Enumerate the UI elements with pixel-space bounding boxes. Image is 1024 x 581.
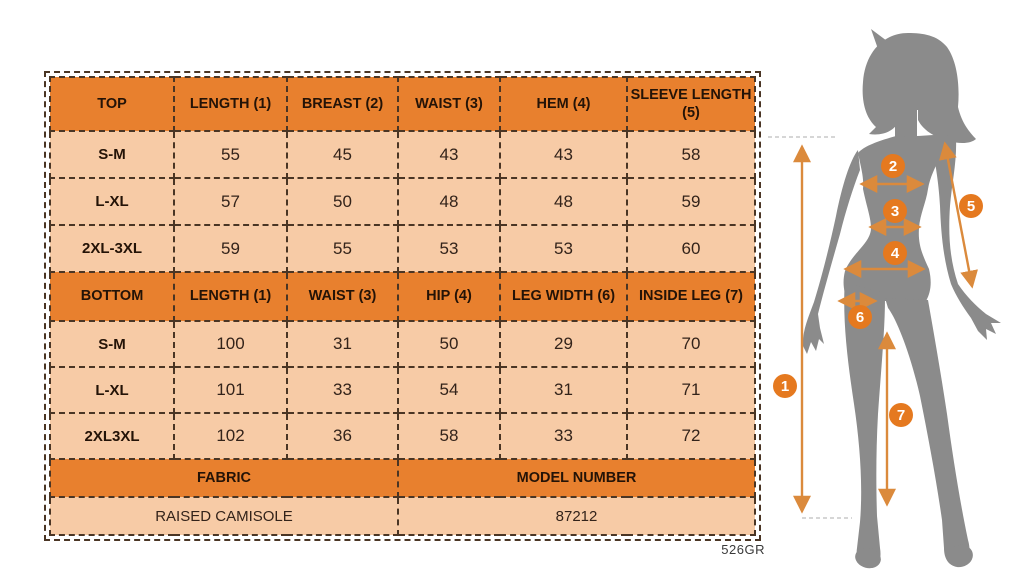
silhouette-right-leg xyxy=(885,298,970,566)
value-cell: 53 xyxy=(398,225,500,272)
value-cell: 31 xyxy=(287,321,398,367)
size-cell: S-M xyxy=(50,131,174,178)
table-row-top-sm xyxy=(50,131,755,178)
value-cell: 45 xyxy=(287,131,398,178)
value-cell: 57 xyxy=(174,178,287,225)
size-cell: L-XL xyxy=(50,178,174,225)
table-row-bottom-2xl3xl xyxy=(50,413,755,459)
top-header-row xyxy=(50,77,755,131)
size-chart-table xyxy=(49,76,756,536)
size-cell: 2XL-3XL xyxy=(50,225,174,272)
size-cell: 2XL3XL xyxy=(50,413,174,459)
value-cell: 50 xyxy=(398,321,500,367)
value-cell: 43 xyxy=(398,131,500,178)
header-top-hem: HEM (4) xyxy=(500,77,627,131)
size-cell: S-M xyxy=(50,321,174,367)
fabric-value: RAISED CAMISOLE xyxy=(50,497,398,535)
value-cell: 71 xyxy=(627,367,755,413)
value-cell: 102 xyxy=(174,413,287,459)
model-number-value: 87212 xyxy=(398,497,755,535)
size-chart-table-frame xyxy=(44,71,761,541)
value-cell: 55 xyxy=(174,131,287,178)
value-cell: 50 xyxy=(287,178,398,225)
marker-2 xyxy=(881,154,905,178)
value-cell: 100 xyxy=(174,321,287,367)
value-cell: 54 xyxy=(398,367,500,413)
value-cell: 58 xyxy=(627,131,755,178)
svg-text:2: 2 xyxy=(888,158,898,175)
value-cell: 29 xyxy=(500,321,627,367)
style-code: 526GR xyxy=(721,542,765,557)
value-cell: 48 xyxy=(500,178,627,225)
table-row-top-2xl3xl xyxy=(50,225,755,272)
value-cell: 55 xyxy=(287,225,398,272)
header-fabric: FABRIC xyxy=(50,459,398,497)
table-row-bottom-lxl xyxy=(50,367,755,413)
header-top-waist: WAIST (3) xyxy=(398,77,500,131)
value-cell: 48 xyxy=(398,178,500,225)
value-cell: 53 xyxy=(500,225,627,272)
value-cell: 36 xyxy=(287,413,398,459)
header-bottom-waist: WAIST (3) xyxy=(287,272,398,321)
svg-text:4: 4 xyxy=(890,245,900,262)
value-cell: 101 xyxy=(174,367,287,413)
header-bottom-length: LENGTH (1) xyxy=(174,272,287,321)
value-cell: 59 xyxy=(627,178,755,225)
value-cell: 31 xyxy=(500,367,627,413)
header-bottom-leg-width: LEG WIDTH (6) xyxy=(500,272,627,321)
svg-text:5: 5 xyxy=(966,198,976,215)
svg-text:1: 1 xyxy=(780,378,790,395)
value-cell: 43 xyxy=(500,131,627,178)
marker-5 xyxy=(959,194,983,218)
header-top-breast: BREAST (2) xyxy=(287,77,398,131)
header-top-length: LENGTH (1) xyxy=(174,77,287,131)
svg-text:3: 3 xyxy=(890,203,900,220)
svg-text:6: 6 xyxy=(855,309,865,326)
table-row-bottom-sm xyxy=(50,321,755,367)
silhouette-hair xyxy=(863,33,976,143)
header-bottom-hip: HIP (4) xyxy=(398,272,500,321)
value-cell: 58 xyxy=(398,413,500,459)
value-cell: 59 xyxy=(174,225,287,272)
marker-1 xyxy=(773,374,797,398)
measurement-figure xyxy=(760,0,1024,581)
header-top-sleeve-length: SLEEVE LENGTH (5) xyxy=(627,77,755,131)
table-row-top-lxl xyxy=(50,178,755,225)
header-bottom: BOTTOM xyxy=(50,272,174,321)
value-cell: 33 xyxy=(287,367,398,413)
marker-4 xyxy=(883,241,907,265)
header-bottom-inside-leg: INSIDE LEG (7) xyxy=(627,272,755,321)
value-cell: 70 xyxy=(627,321,755,367)
value-cell: 60 xyxy=(627,225,755,272)
marker-3 xyxy=(883,199,907,223)
header-top: TOP xyxy=(50,77,174,131)
value-cell: 33 xyxy=(500,413,627,459)
header-model-number: MODEL NUMBER xyxy=(398,459,755,497)
footer-value-row xyxy=(50,497,755,535)
marker-7 xyxy=(889,403,913,427)
size-cell: L-XL xyxy=(50,367,174,413)
footer-header-row xyxy=(50,459,755,497)
value-cell: 72 xyxy=(627,413,755,459)
svg-text:7: 7 xyxy=(896,407,906,424)
marker-6 xyxy=(848,305,872,329)
female-silhouette xyxy=(803,29,1001,571)
bottom-header-row xyxy=(50,272,755,321)
